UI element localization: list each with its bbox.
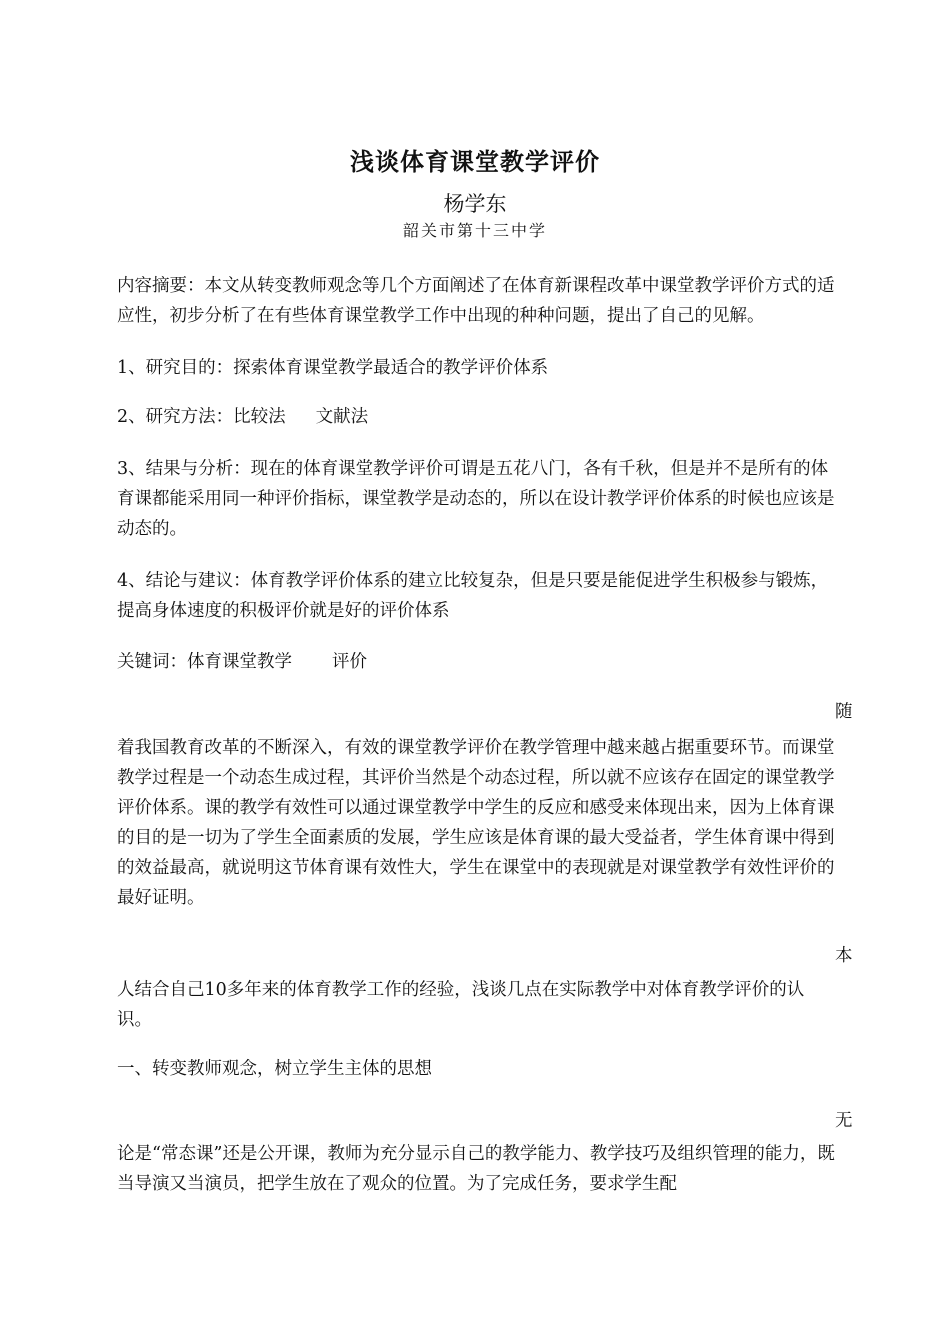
research-method-extra: 文献法: [315, 407, 369, 427]
paragraph-2-lead-char: 本: [835, 946, 853, 966]
document-title: 浅谈体育课堂教学评价: [350, 148, 600, 176]
abstract-summary: 内容摘要：本文从转变教师观念等几个方面阐述了在体育新课程改革中课堂教学评价方式的适应性，初步分析了在有些体育课堂教学工作中出现的种种问题，提出了自己的见解。: [117, 276, 835, 326]
keywords: [117, 647, 839, 677]
author-affiliation: 韶关市第十三中学: [402, 221, 547, 240]
paragraph-1: 着我国教育改革的不断深入，有效的课堂教学评价在教学管理中越来越占据重要环节。而课堂教学过程是一个动态生成过程，其评价当然是个动态过程，所以就不应该存在固定的课堂教学评价体系。课的教学有效性可以通过课堂教学中学生的反应和感受来体现出来，因为上体育课的目的是一切为了学生全面素质的发展，学生应该是体育课的最大受益者，学生体育课中得到的效益最高，就说明这节体育课有效性大，学生在课堂中的表现就是对课堂教学有效性评价的最好证明。: [117, 738, 835, 908]
keywords-label: 关键词：体育课堂教学: [117, 652, 292, 672]
conclusion-suggestion: 4、结论与建议：体育教学评价体系的建立比较复杂，但是只要是能促进学生积极参与锻炼，提高身体速度的积极评价就是好的评价体系: [117, 571, 829, 621]
results-analysis: 3、结果与分析：现在的体育课堂教学评价可谓是五花八门，各有千秋，但是并不是所有的体育课都能采用同一种评价指标，课堂教学是动态的，所以在设计教学评价体系的时候也应该是动态的。: [117, 459, 835, 539]
research-purpose: 1、研究目的：探索体育课堂教学最适合的教学评价体系: [117, 358, 549, 378]
paragraph-1-lead-char: 随: [835, 702, 853, 722]
research-method: [117, 402, 839, 432]
research-method-label: 2、研究方法：比较法: [117, 407, 286, 427]
author-name: 杨学东: [443, 192, 507, 216]
paragraph-3-lead-char: 无: [835, 1111, 853, 1131]
section-heading-1: 一、转变教师观念，树立学生主体的思想: [117, 1059, 432, 1079]
keywords-extra: 评价: [332, 652, 367, 672]
paragraph-2: 人结合自己10多年来的体育教学工作的经验，浅谈几点在实际教学中对体育教学评价的认识。: [117, 980, 805, 1030]
paragraph-3: 论是“常态课”还是公开课，教师为充分显示自己的教学能力、教学技巧及组织管理的能力，既当导演又当演员，把学生放在了观众的位置。为了完成任务，要求学生配: [117, 1144, 835, 1194]
